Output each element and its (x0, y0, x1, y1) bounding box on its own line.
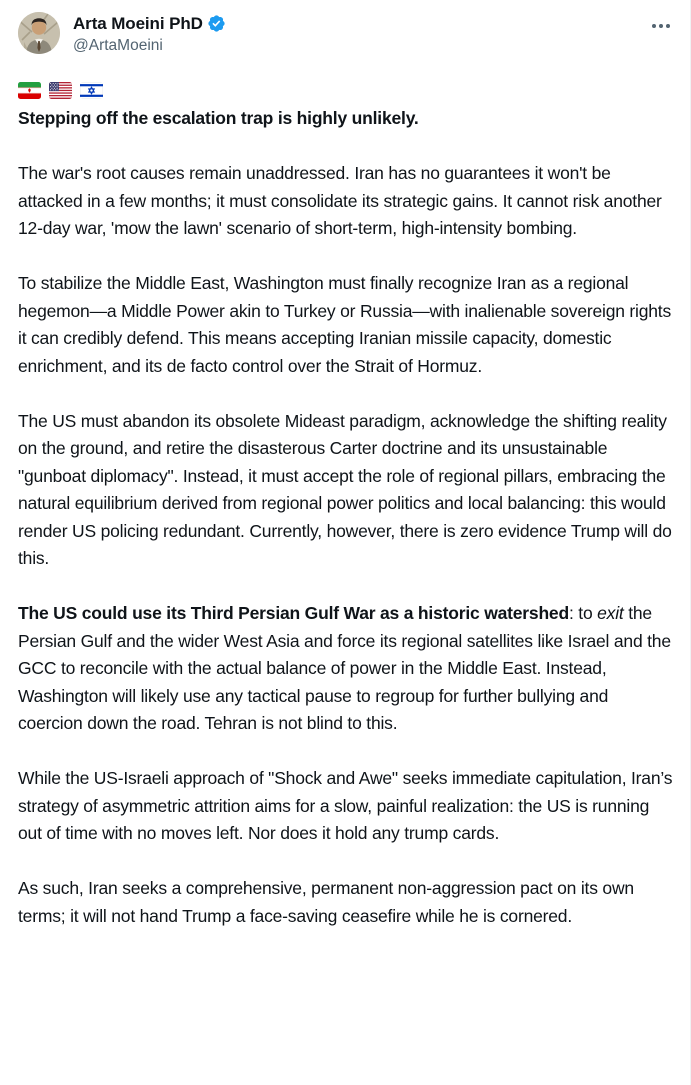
author-block (73, 12, 226, 55)
more-horizontal-icon[interactable] (644, 12, 674, 36)
tweet-text-segment: As such, Iran seeks a comprehensive, permanent non-aggression pact on its own terms; it will not hand Trump a face-saving ceasefire while he is cornered. (18, 878, 634, 926)
author-name: Arta Moeini PhD (73, 14, 203, 33)
avatar-photo-placeholder (18, 12, 60, 54)
author-handle[interactable]: @ArtaMoeini (73, 37, 163, 54)
tweet-header (18, 12, 674, 55)
tweet-paragraph (18, 408, 674, 573)
tweet-paragraph (18, 270, 674, 380)
tweet-text-segment: The war's root causes remain unaddressed. Iran has no guarantees it won't be attacked in a few months; it must consolidate its strategic gains. It cannot risk another 12-day war, 'mow the lawn' scenario of short-term, high-intensity bombing. (18, 163, 662, 238)
tweet-text-segment: The US could use its Third Persian Gulf War as a historic watershed (18, 603, 569, 623)
tweet-paragraph (18, 875, 674, 930)
avatar[interactable] (18, 12, 60, 54)
verified-badge-icon (207, 14, 226, 33)
israel-flag-icon (80, 82, 103, 99)
tweet-text (18, 105, 674, 930)
flags-row (18, 78, 674, 102)
tweet-text-segment: Stepping off the escalation trap is highly unlikely. (18, 108, 419, 128)
us-flag-icon (49, 82, 72, 99)
tweet-text-segment: While the US-Israeli approach of "Shock and Awe" seeks immediate capitulation, Iran’s strategy of asymmetric attrition aims for a slow, painful realization: the US is running out of time with no moves left. Nor does it hold any trump cards. (18, 768, 673, 843)
tweet-paragraph (18, 160, 674, 243)
iran-flag-icon (18, 82, 41, 99)
author-name-row[interactable] (73, 13, 226, 34)
tweet-text-segment: : to (568, 603, 598, 623)
tweet-text-segment: To stabilize the Middle East, Washington must finally recognize Iran as a regional hegemon—a Middle Power akin to Turkey or Russia—with inalienable sovereign rights it can credibly defend. This means accepting Iranian missile capacity, domestic enrichment, and its de facto control over the Strait of Hormuz. (18, 273, 672, 376)
tweet-text-segment: the Persian Gulf and the wider West Asia and force its regional satellites like Israel and the GCC to reconcile with the actual balance of power in the Middle East. Instead, Washington will likely use any tactical pause to regroup for further bullying and coercion down the road. Tehran is not blind to this. (18, 603, 671, 733)
tweet-text-segment: exit (597, 603, 624, 623)
tweet-paragraph (18, 105, 674, 133)
tweet-paragraph (18, 765, 674, 848)
tweet-text-segment: The US must abandon its obsolete Mideast paradigm, acknowledge the shifting reality on the ground, and retire the disasterous Carter doctrine and its unsustainable "gunboat diplomacy". Instead, it must accept the role of regional pillars, embracing the natural equilibrium derived from regional power politics and local balancing: this would render US policing redundant. Currently, however, there is zero evidence Trump will do this. (18, 410, 672, 568)
tweet-paragraph (18, 600, 674, 738)
